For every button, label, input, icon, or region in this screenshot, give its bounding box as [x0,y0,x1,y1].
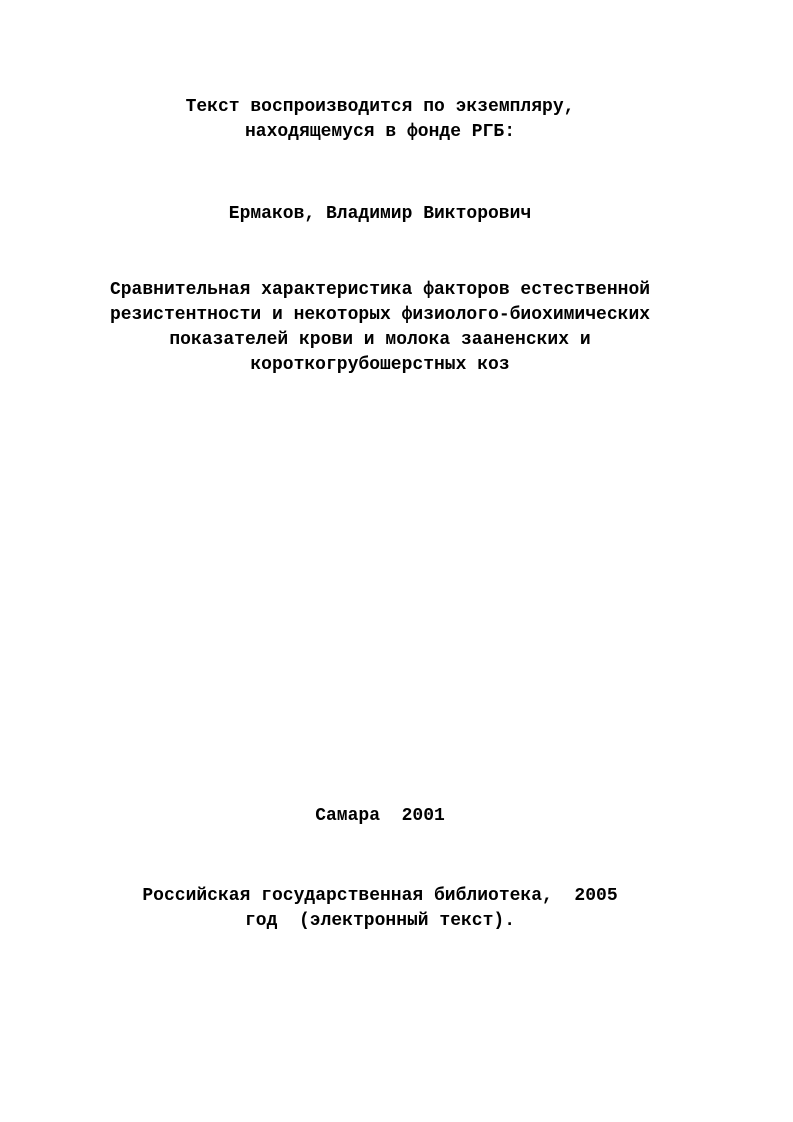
source-note-line-2: находящемуся в фонде РГБ: [244,122,516,142]
footer-note-line-2: год (электронный текст). [244,911,516,931]
title-line-4: короткогрубошерстных коз [250,355,510,375]
footer-note-line-1: Российская государственная библиотека, 2005 [142,886,618,906]
title-line-2: резистентности и некоторых физиолого-биохимических [109,305,651,325]
footer-note [0,884,760,934]
dissertation-title [0,278,760,378]
source-note-line-1: Текст воспроизводится по экземпляру, [185,97,575,117]
title-line-3: показателей крови и молока зааненских и [169,330,591,350]
title-line-1: Сравнительная характеристика факторов естественной [109,280,651,300]
place-and-year [0,804,760,829]
place-year-line: Самара 2001 [315,806,445,826]
author-name [0,202,760,227]
author-line: Ермаков, Владимир Викторович [228,204,532,224]
source-note [0,95,760,145]
